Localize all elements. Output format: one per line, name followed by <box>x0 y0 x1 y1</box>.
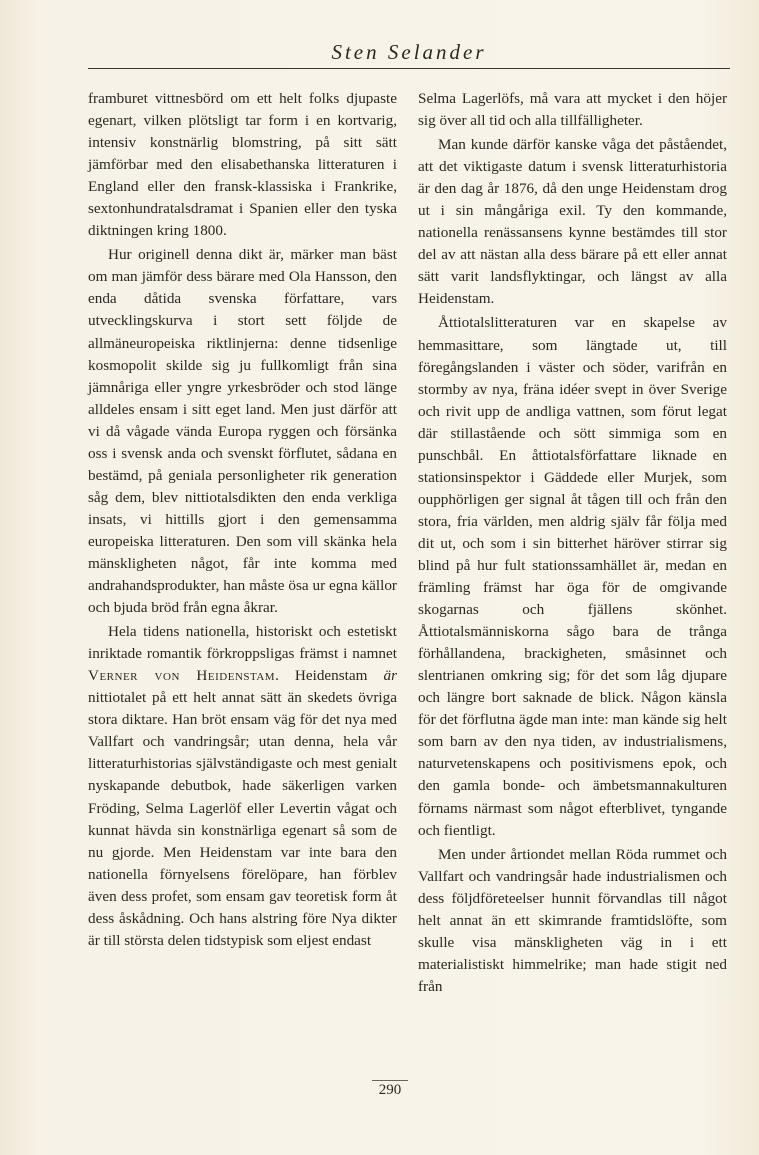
emphasis: är <box>383 667 398 685</box>
author-name: Verner von Heidenstam <box>88 667 276 685</box>
paragraph: Hur originell denna dikt är, märker man bäst om man jämför dess bärare med Ola Hansson, den enda dåtida svenska författare, vars utvecklingskurva i stort sett följde de allmäneuropeiska riktlinjerna: denne tidsenlige kosmopolit skilde sig ju fullkomligt från sina jämnåriga eller yngre yrkesbröder och stod länge alldeles ensam i sitt eget land. Men just därför att vi då vågade vända Europa ryggen och försänka oss i svensk anda och svenskt förflutet, sådana en bestämd, på geniala personligheter rik generation såg dem, blev nittiotalsdikten den enda verkliga insats, vi hittills gjort i den gemensamma europeiska litteraturen. Den som vill skänka hela mänskligheten något, får inte komma med andrahandsprodukter, han måste ösa ur egna källor och bjuda bröd från egna åkrar. <box>88 246 397 617</box>
paragraph: Men under årtiondet mellan Röda rummet och Vallfart och vandringsår hade industrialismen och dess följdföreteelser hunnit förvandlas till något helt annat än ett skimrande framtidslöfte, som skulle visa mänskligheten väg in i ett materialistiskt himmelrike; man hade stigit ned från <box>418 845 727 995</box>
paragraph: Åttiotalslitteraturen var en skapelse av hemmasittare, som längtade ut, till föregångslanden i väster och söder, varifrån en stormby av nya, fräna idéer svept in över Sverige och rivit upp de andliga vattnen, som förut legat där stillastående och sött simmiga som en punschbål. En åttiotalsförfattare liknade en stationsinspektor i Gäddede eller Murjek, som oupphörligen ger signal åt tågen till och från den stora, fria världen, men aldrig själv får följa med dit ut, och som i sin bitterhet häröver stirrar sig blind på hur fult stationssamhället är, medan en främling främst har öga för de omgivande skogarnas och fjällens skönhet. Åttiotalsmänniskorna sågo bara de trånga förhållandena, brackigheten, småsinnet och slentrianen omkring sig; för det som låg djupare och längre bort saknade de blick. Någon känsla för det förflutna ägde man inte: man kände sig helt som barn av den nya tiden, av industrialismens, naturvetenskapens och positivismens epok, och den gamla bonde- och ämbetsmannakulturen förnams närmast som något efterblivet, tyngande och fientligt. <box>418 314 727 839</box>
running-head: Sten Selander <box>331 40 487 64</box>
text-run: Hela tidens nationella, historiskt och estetiskt inriktade romantik förkroppsligas främst i namnet <box>88 623 397 663</box>
folio-rule <box>372 1080 408 1081</box>
text-run: nittiotalet på ett helt annat sätt än skedets övriga stora diktare. Han bröt ensam väg för det nya med Vallfart och vandringsår; utan denna, hela vår litteraturhistorias självständigaste och mest genialt nyskapande debutbok, hade säkerligen varken Fröding, Selma Lagerlöf eller Levertin vågat och kunnat hävda sin konstnärliga egenart så som de nu gjorde. Men Heidenstam var inte bara den nationella förnyelsens förelöpare, han förblev även dess profet, som ensam gav teoretisk form åt dess åskådning. Och hans alstring före Nya dikter är till största delen tidstypisk som eljest endast <box>88 689 397 949</box>
paragraph: Man kunde därför kanske våga det påståendet, att det viktigaste datum i svensk litteraturhistoria är den dag år 1876, då den unge Heidenstam drog ut i sin mångåriga exil. Ty den kommande, nationella renässansens kynne bestämdes till stor del av att nästan alla dess bärare på ett eller annat sätt varit landsflyktingar, och längst av alla Heidenstam. <box>418 136 727 308</box>
paragraph: framburet vittnesbörd om ett helt folks djupaste egenart, vilken plötsligt tar form i en kortvarig, intensiv konstnärlig blomstring, på sitt sätt jämförbar med den elisabethanska litteraturen i England eller den fransk-klassiska i Frankrike, sextonhundratalsdramat i Spanien eller den tyska diktningen kring 1800. <box>88 90 397 240</box>
text-run: . Heidenstam <box>275 667 384 685</box>
paragraph: Selma Lagerlöfs, må vara att mycket i den höjer sig över all tid och alla tillfälligheter. <box>418 90 727 130</box>
page-number: 290 <box>378 1082 402 1098</box>
paragraph <box>88 621 397 952</box>
right-column <box>418 88 727 998</box>
left-column <box>88 88 397 952</box>
header-rule <box>88 68 730 69</box>
